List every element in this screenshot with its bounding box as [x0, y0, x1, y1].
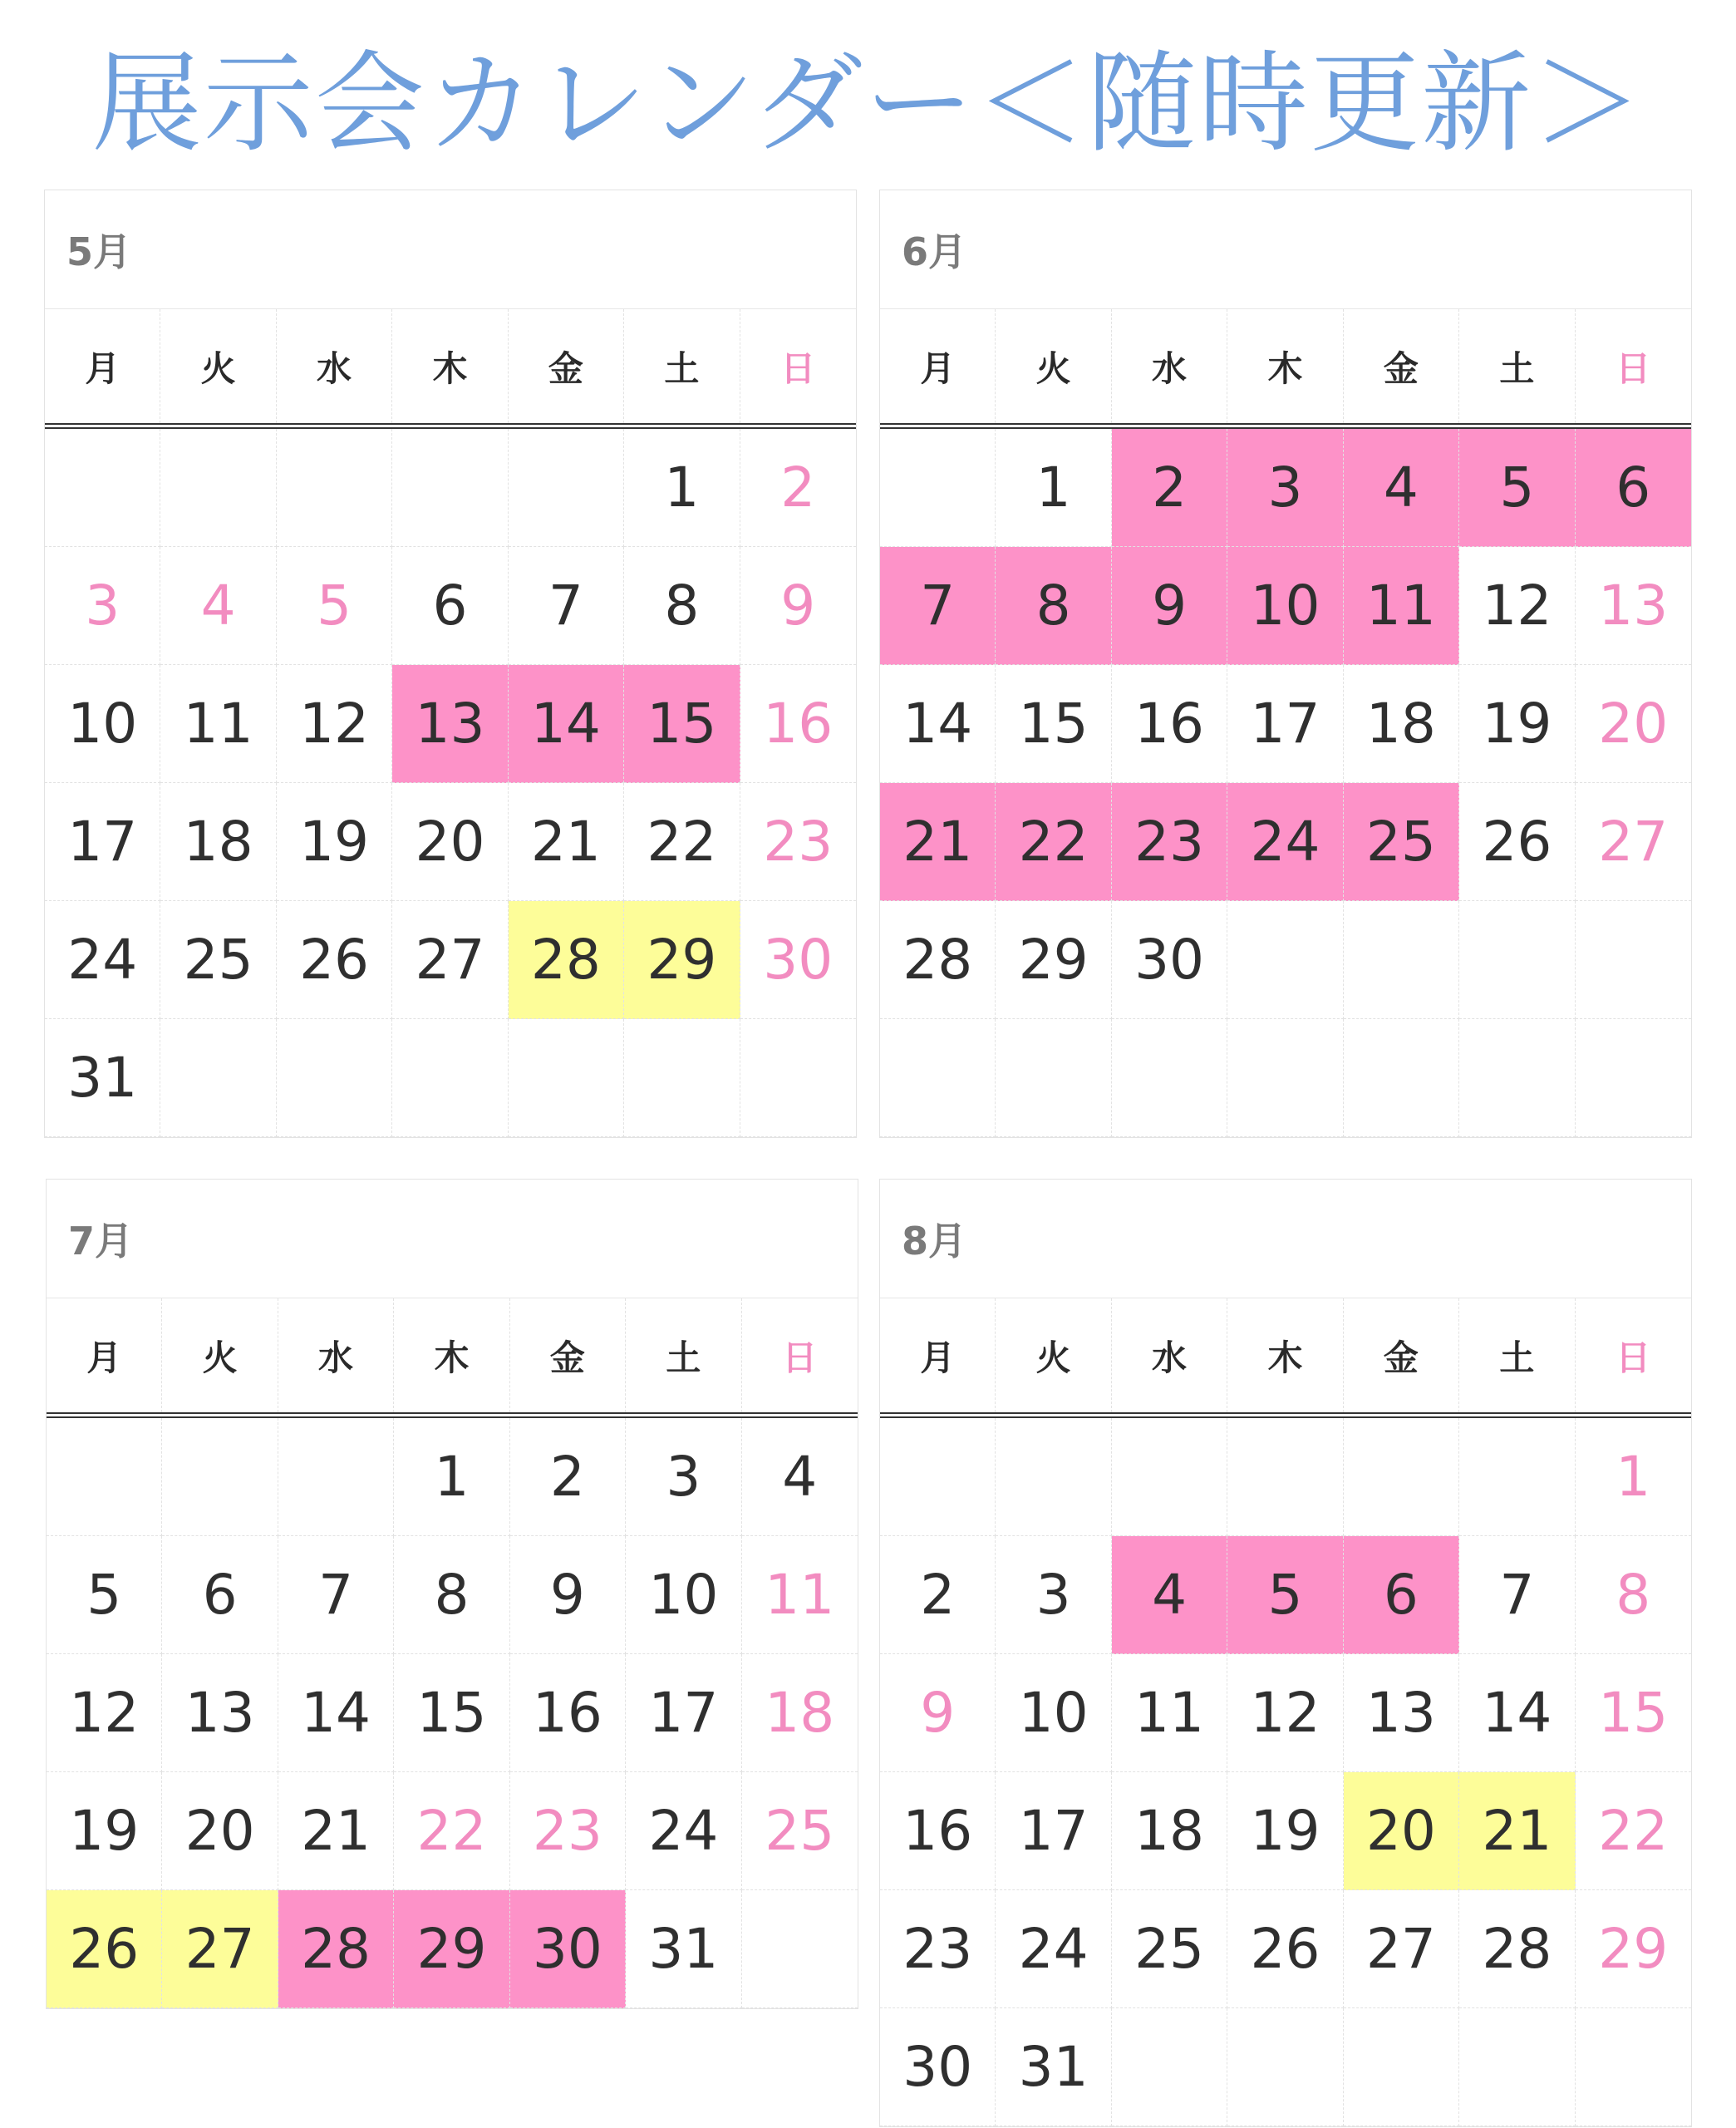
empty-day-cell [1227, 1019, 1343, 1137]
empty-day-cell [1459, 1418, 1575, 1536]
day-cell: 14 [509, 665, 624, 783]
day-cell: 22 [624, 783, 740, 901]
day-cell: 14 [1459, 1654, 1575, 1772]
day-cell: 17 [45, 783, 160, 901]
day-cell: 10 [1227, 547, 1343, 665]
weekday-label: 土 [1459, 1298, 1575, 1412]
day-cell: 17 [1227, 665, 1343, 783]
calendar-header [45, 190, 856, 309]
day-cell: 31 [45, 1019, 160, 1137]
weekday-row [47, 1298, 858, 1418]
day-cell: 19 [47, 1772, 162, 1890]
day-cell: 17 [626, 1654, 741, 1772]
weekday-label: 金 [1344, 309, 1459, 423]
day-cell: 2 [880, 1536, 996, 1654]
day-cell: 3 [996, 1536, 1111, 1654]
day-cell: 27 [1576, 783, 1691, 901]
weekday-label: 水 [1112, 1298, 1227, 1412]
day-cell: 29 [394, 1890, 509, 2008]
day-cell: 12 [1227, 1654, 1343, 1772]
day-cell: 25 [160, 901, 276, 1019]
empty-day-cell [1344, 2008, 1459, 2126]
day-cell: 29 [624, 901, 740, 1019]
empty-day-cell [1112, 1019, 1227, 1137]
day-cell: 11 [742, 1536, 858, 1654]
day-cell: 21 [278, 1772, 394, 1890]
weekday-label: 木 [394, 1298, 509, 1412]
day-cell: 5 [1227, 1536, 1343, 1654]
day-cell: 21 [880, 783, 996, 901]
weekday-label: 月 [880, 309, 996, 423]
day-cell: 26 [277, 901, 392, 1019]
empty-day-cell [47, 1418, 162, 1536]
day-cell: 24 [45, 901, 160, 1019]
day-cell: 13 [392, 665, 508, 783]
empty-day-cell [509, 1019, 624, 1137]
day-cell: 8 [394, 1536, 509, 1654]
day-cell: 23 [1112, 783, 1227, 901]
calendar-june [879, 190, 1692, 1138]
day-cell: 29 [996, 901, 1111, 1019]
day-cell: 2 [1112, 429, 1227, 547]
day-cell: 9 [510, 1536, 626, 1654]
weekday-label: 水 [278, 1298, 394, 1412]
empty-day-cell [1459, 901, 1575, 1019]
empty-day-cell [1112, 2008, 1227, 2126]
day-cell: 5 [1459, 429, 1575, 547]
weekday-label: 土 [1459, 309, 1575, 423]
calendar-header [880, 190, 1691, 309]
day-cell: 13 [1576, 547, 1691, 665]
weekday-label: 金 [510, 1298, 626, 1412]
empty-day-cell [277, 429, 392, 547]
day-cell: 27 [392, 901, 508, 1019]
weekday-label: 木 [1227, 309, 1343, 423]
day-cell: 20 [162, 1772, 278, 1890]
weekday-row [880, 1298, 1691, 1418]
day-cell: 12 [47, 1654, 162, 1772]
weekday-label: 火 [996, 1298, 1111, 1412]
day-cell: 24 [1227, 783, 1343, 901]
day-cell: 2 [510, 1418, 626, 1536]
day-cell: 3 [45, 547, 160, 665]
weekday-label: 水 [277, 309, 392, 423]
empty-day-cell [392, 1019, 508, 1137]
day-cell: 18 [742, 1654, 858, 1772]
day-cell: 15 [394, 1654, 509, 1772]
day-cell: 28 [1459, 1890, 1575, 2008]
day-cell: 30 [740, 901, 856, 1019]
day-cell: 28 [509, 901, 624, 1019]
day-cell: 20 [1576, 665, 1691, 783]
empty-day-cell [160, 429, 276, 547]
empty-day-cell [509, 429, 624, 547]
empty-day-cell [1344, 1019, 1459, 1137]
day-cell: 10 [626, 1536, 741, 1654]
empty-day-cell [392, 429, 508, 547]
day-cell: 9 [880, 1654, 996, 1772]
day-cell: 1 [1576, 1418, 1691, 1536]
day-cell: 4 [1344, 429, 1459, 547]
day-cell: 13 [162, 1654, 278, 1772]
empty-day-cell [996, 1019, 1111, 1137]
empty-day-cell [162, 1418, 278, 1536]
day-cell: 6 [1344, 1536, 1459, 1654]
day-cell: 30 [880, 2008, 996, 2126]
day-cell: 3 [626, 1418, 741, 1536]
weekday-label: 月 [47, 1298, 162, 1412]
day-cell: 14 [278, 1654, 394, 1772]
day-cell: 8 [996, 547, 1111, 665]
day-cell: 25 [1112, 1890, 1227, 2008]
day-cell: 17 [996, 1772, 1111, 1890]
empty-day-cell [1576, 2008, 1691, 2126]
day-cell: 11 [1112, 1654, 1227, 1772]
empty-day-cell [1227, 2008, 1343, 2126]
day-cell: 22 [394, 1772, 509, 1890]
weekday-label: 土 [626, 1298, 741, 1412]
day-cell: 26 [1227, 1890, 1343, 2008]
weekday-label: 木 [1227, 1298, 1343, 1412]
day-cell: 6 [1576, 429, 1691, 547]
day-cell: 16 [740, 665, 856, 783]
day-cell: 12 [277, 665, 392, 783]
day-cell: 20 [1344, 1772, 1459, 1890]
empty-day-cell [277, 1019, 392, 1137]
day-cell: 25 [1344, 783, 1459, 901]
empty-day-cell [1227, 901, 1343, 1019]
day-cell: 5 [277, 547, 392, 665]
month-label: 6月 [902, 229, 967, 274]
weekday-label: 火 [996, 309, 1111, 423]
weekday-label: 月 [45, 309, 160, 423]
day-cell: 7 [880, 547, 996, 665]
day-cell: 15 [624, 665, 740, 783]
day-cell: 23 [510, 1772, 626, 1890]
day-cell: 23 [880, 1890, 996, 2008]
weekday-label: 日 [1616, 1337, 1651, 1378]
empty-day-cell [996, 1418, 1111, 1536]
empty-day-cell [880, 1418, 996, 1536]
day-cell: 31 [626, 1890, 741, 2008]
day-cell: 13 [1344, 1654, 1459, 1772]
calendar-header [47, 1180, 858, 1298]
empty-day-cell [1227, 1418, 1343, 1536]
day-cell: 18 [160, 783, 276, 901]
day-cell: 11 [1344, 547, 1459, 665]
day-cell: 21 [509, 783, 624, 901]
day-cell: 7 [1459, 1536, 1575, 1654]
weekday-label: 日 [782, 1337, 818, 1378]
day-cell: 4 [160, 547, 276, 665]
month-label: 5月 [66, 229, 132, 274]
day-cell: 4 [742, 1418, 858, 1536]
day-cell: 14 [880, 665, 996, 783]
day-grid [45, 429, 856, 1137]
weekday-label: 土 [624, 309, 740, 423]
empty-day-cell [1576, 901, 1691, 1019]
empty-day-cell [1459, 2008, 1575, 2126]
weekday-label: 火 [162, 1298, 278, 1412]
day-cell: 7 [278, 1536, 394, 1654]
empty-day-cell [742, 1890, 858, 2008]
day-cell: 19 [1227, 1772, 1343, 1890]
calendar-july [46, 1179, 858, 2009]
day-cell: 16 [510, 1654, 626, 1772]
day-cell: 3 [1227, 429, 1343, 547]
month-label: 7月 [68, 1219, 134, 1264]
day-cell: 27 [1344, 1890, 1459, 2008]
day-cell: 11 [160, 665, 276, 783]
weekday-label: 火 [160, 309, 276, 423]
day-cell: 26 [47, 1890, 162, 2008]
day-grid [880, 1418, 1691, 2126]
day-cell: 1 [624, 429, 740, 547]
weekday-label: 水 [1112, 309, 1227, 423]
day-cell: 18 [1344, 665, 1459, 783]
day-cell: 10 [45, 665, 160, 783]
day-cell: 30 [510, 1890, 626, 2008]
day-cell: 21 [1459, 1772, 1575, 1890]
day-cell: 23 [740, 783, 856, 901]
day-cell: 9 [740, 547, 856, 665]
day-cell: 28 [880, 901, 996, 1019]
weekday-label: 木 [392, 309, 508, 423]
empty-day-cell [1576, 1019, 1691, 1137]
weekday-label: 日 [780, 347, 816, 389]
day-cell: 1 [996, 429, 1111, 547]
day-cell: 25 [742, 1772, 858, 1890]
day-cell: 8 [1576, 1536, 1691, 1654]
empty-day-cell [740, 1019, 856, 1137]
day-cell: 6 [162, 1536, 278, 1654]
empty-day-cell [1344, 901, 1459, 1019]
day-cell: 10 [996, 1654, 1111, 1772]
empty-day-cell [880, 429, 996, 547]
calendar-may [44, 190, 857, 1138]
day-cell: 22 [996, 783, 1111, 901]
day-cell: 8 [624, 547, 740, 665]
empty-day-cell [1344, 1418, 1459, 1536]
day-cell: 28 [278, 1890, 394, 2008]
day-cell: 9 [1112, 547, 1227, 665]
day-cell: 5 [47, 1536, 162, 1654]
day-cell: 15 [996, 665, 1111, 783]
day-cell: 2 [740, 429, 856, 547]
day-cell: 29 [1576, 1890, 1691, 2008]
day-cell: 16 [880, 1772, 996, 1890]
day-cell: 15 [1576, 1654, 1691, 1772]
weekday-row [880, 309, 1691, 429]
day-cell: 6 [392, 547, 508, 665]
day-cell: 19 [1459, 665, 1575, 783]
empty-day-cell [624, 1019, 740, 1137]
weekday-label: 日 [1616, 347, 1651, 389]
empty-day-cell [880, 1019, 996, 1137]
empty-day-cell [278, 1418, 394, 1536]
day-grid [47, 1418, 858, 2008]
day-cell: 26 [1459, 783, 1575, 901]
day-cell: 24 [626, 1772, 741, 1890]
weekday-row [45, 309, 856, 429]
day-cell: 18 [1112, 1772, 1227, 1890]
day-cell: 4 [1112, 1536, 1227, 1654]
calendar-header [880, 1180, 1691, 1298]
day-cell: 31 [996, 2008, 1111, 2126]
day-cell: 7 [509, 547, 624, 665]
day-cell: 16 [1112, 665, 1227, 783]
month-label: 8月 [902, 1219, 967, 1264]
empty-day-cell [160, 1019, 276, 1137]
empty-day-cell [1459, 1019, 1575, 1137]
day-cell: 1 [394, 1418, 509, 1536]
day-cell: 20 [392, 783, 508, 901]
day-cell: 22 [1576, 1772, 1691, 1890]
page-title: 展示会カレンダー＜随時更新＞ [91, 40, 1645, 168]
day-cell: 24 [996, 1890, 1111, 2008]
weekday-label: 金 [1344, 1298, 1459, 1412]
weekday-label: 金 [509, 309, 624, 423]
day-cell: 12 [1459, 547, 1575, 665]
day-cell: 19 [277, 783, 392, 901]
empty-day-cell [1112, 1418, 1227, 1536]
empty-day-cell [45, 429, 160, 547]
day-cell: 30 [1112, 901, 1227, 1019]
day-grid [880, 429, 1691, 1137]
day-cell: 27 [162, 1890, 278, 2008]
calendar-august [879, 1179, 1692, 2127]
weekday-label: 月 [880, 1298, 996, 1412]
